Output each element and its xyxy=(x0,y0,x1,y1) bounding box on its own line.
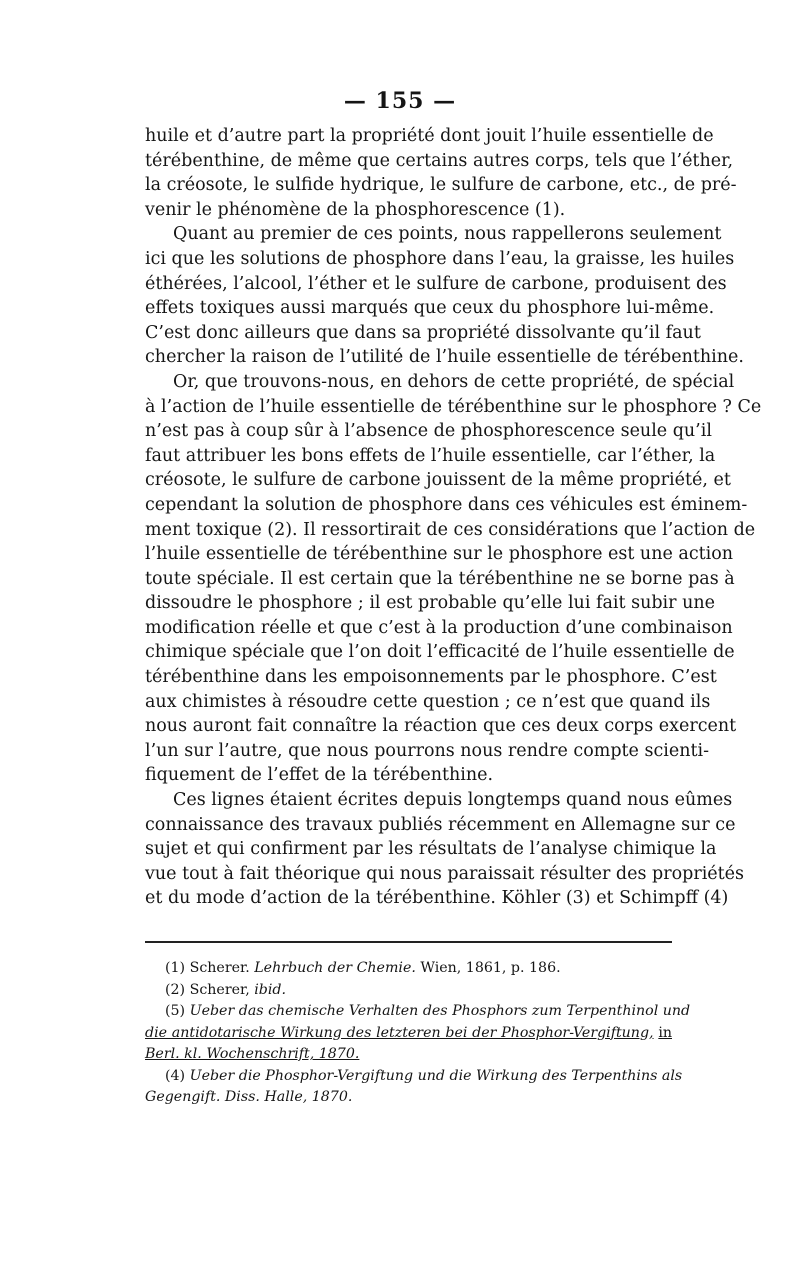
footnote-marker: (4) xyxy=(165,1067,186,1084)
text-line: ici que les solutions de phosphore dans l’eau, la graisse, les huiles xyxy=(145,248,735,269)
text-line: faut attribuer les bons effets de l’huile essentielle, car l’éther, la xyxy=(145,445,716,466)
footnote-source: Berl. kl. Wochenschrift, 1870. xyxy=(145,1046,360,1062)
footnote-source: Gegengift. Diss. Halle, 1870. xyxy=(145,1089,353,1105)
paragraph-start-line: Or, que trouvons-nous, en dehors de cette propriété, de spécial xyxy=(173,371,735,392)
text-line: C’est donc ailleurs que dans sa propriété dissolvante qu’il faut xyxy=(145,322,701,343)
footnote-text: in xyxy=(658,1024,672,1041)
footnote-4-line-2 xyxy=(145,1087,672,1109)
text-line: ment toxique (2). Il ressortirait de ces considérations que l’action de xyxy=(145,519,756,540)
text-line: à l’action de l’huile essentielle de térébenthine sur le phosphore ? Ce xyxy=(145,396,762,417)
footnote-marker: (5) xyxy=(165,1003,186,1019)
paragraph-start-line: Ces lignes étaient écrites depuis longtemps quand nous eûmes xyxy=(173,790,733,811)
text-line: térébenthine dans les empoisonnements par le phosphore. C’est xyxy=(145,667,717,688)
text-line: effets toxiques aussi marqués que ceux du phosphore lui-même. xyxy=(145,298,715,319)
text-line: l’un sur l’autre, que nous pourrons nous rendre compte scienti- xyxy=(145,740,710,761)
footnote-4-line-1 xyxy=(145,1066,683,1088)
page-number: — 155 — xyxy=(343,88,457,114)
footnote-author: Scherer. xyxy=(189,960,250,976)
text-line: chimique spéciale que l’on doit l’efficacité de l’huile essentielle de xyxy=(145,642,735,663)
footnote-title: Ueber das chemische Verhalten des Phosphors zum Terpenthinol und xyxy=(189,1003,691,1019)
footnote-3-line-3 xyxy=(145,1044,672,1066)
footnote-2 xyxy=(145,980,672,1002)
text-line: aux chimistes à résoudre cette question ; ce n’est que quand ils xyxy=(145,691,711,712)
paragraph-start-line: Quant au premier de ces points, nous rappellerons seulement xyxy=(173,224,722,245)
text-line: éthérées, l’alcool, l’éther et le sulfure de carbone, produisent des xyxy=(145,273,727,294)
footnote-title: die antidotarische Wirkung des letzteren bei der Phosphor-Vergiftung, xyxy=(145,1024,654,1041)
text-line: huile et d’autre part la propriété dont jouit l’huile essentielle de xyxy=(145,126,714,146)
text-line: cependant la solution de phosphore dans ces véhicules est éminem- xyxy=(145,494,748,515)
footnote-divider xyxy=(145,941,672,943)
text-line: nous auront fait connaître la réaction que ces deux corps exercent xyxy=(145,716,737,737)
text-line: vue tout à fait théorique qui nous paraissait résulter des propriétés xyxy=(145,863,745,884)
text-line: la créosote, le sulfide hydrique, le sulfure de carbone, etc., de pré- xyxy=(145,175,737,196)
text-line: sujet et qui confirment par les résultats de l’analyse chimique la xyxy=(145,839,717,860)
footnote-author: Scherer, xyxy=(189,981,250,998)
text-line: créosote, le sulfure de carbone jouissent de la même propriété, et xyxy=(145,470,731,491)
text-line: connaissance des travaux publiés récemment en Allemagne sur ce xyxy=(145,814,736,835)
footnote-title: Ueber die Phosphor-Vergiftung und die Wirkung des Terpenthins als xyxy=(189,1067,683,1084)
main-text xyxy=(145,124,762,911)
footnote-marker: (1) xyxy=(165,960,186,976)
text-line: chercher la raison de l’utilité de l’huile essentielle de térébenthine. xyxy=(145,347,744,368)
text-line: venir le phénomène de la phosphorescence (1). xyxy=(145,199,566,220)
footnote-3-line-2 xyxy=(145,1023,672,1045)
footnotes xyxy=(145,958,691,1109)
footnote-3-line-1 xyxy=(145,1001,691,1023)
text-line: et du mode d’action de la térébenthine. Köhler (3) et Schimpff (4) xyxy=(145,888,729,909)
footnote-title: ibid. xyxy=(254,981,286,998)
text-line: térébenthine, de même que certains autres corps, tels que l’éther, xyxy=(145,150,734,171)
text-line: n’est pas à coup sûr à l’absence de phosphorescence seule qu’il xyxy=(145,421,712,442)
footnote-marker: (2) xyxy=(165,981,186,998)
text-line: toute spéciale. Il est certain que la térébenthine ne se borne pas à xyxy=(145,568,735,589)
text-line: fiquement de l’effet de la térébenthine. xyxy=(145,765,494,786)
footnote-title: Lehrbuch der Chemie. xyxy=(254,960,416,976)
text-line: l’huile essentielle de térébenthine sur le phosphore est une action xyxy=(145,544,734,565)
footnote-1 xyxy=(145,958,672,980)
footnote-details: Wien, 1861, p. 186. xyxy=(420,960,561,976)
text-line: modification réelle et que c’est à la production d’une combinaison xyxy=(145,617,733,638)
text-line: dissoudre le phosphore ; il est probable qu’elle lui fait subir une xyxy=(145,593,715,614)
